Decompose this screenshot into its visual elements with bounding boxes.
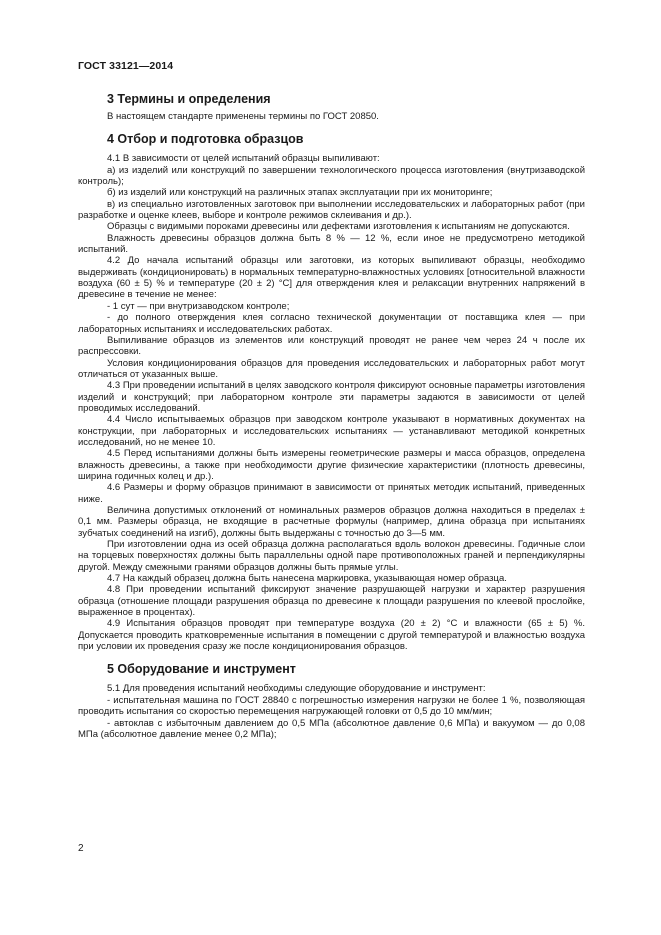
paragraph: - автоклав с избыточным давлением до 0,5 МПа (абсолютное давление 0,6 МПа) и вакуумом — до 0,08 МПа (абсолютное давление менее 0,2 МПа); xyxy=(78,717,585,740)
paragraph: 4.4 Число испытываемых образцов при заводском контроле указывают в нормативных документах на конструкции, при лабораторных и исследовательских испытаниях — устанавливают методикой конкретных исследований, но не менее 10. xyxy=(78,414,585,448)
paragraph: 4.5 Перед испытаниями должны быть измерены геометрические размеры и масса образцов, определена влажность древесины, а также при необходимости другие физические характеристики (плотность древесины, ширина годичных колец и др.). xyxy=(78,448,585,482)
document-header: ГОСТ 33121—2014 xyxy=(78,60,174,72)
paragraph: 4.3 При проведении испытаний в целях заводского контроля фиксируют основные параметры изготовления изделий и конструкций; при лабораторном контроле эти параметры задаются в зависимости от целей проводимых исследований. xyxy=(78,380,585,414)
paragraph: 5.1 Для проведения испытаний необходимы следующие оборудование и инструмент: xyxy=(107,683,486,695)
section-title-sampling: 4 Отбор и подготовка образцов xyxy=(107,132,304,147)
paragraph: 4.7 На каждый образец должна быть нанесена маркировка, указывающая номер образца. xyxy=(107,573,507,585)
paragraph: в) из специально изготовленных заготовок при выполнении исследовательских и лабораторных работ (при разработке и оценке клеев, выборе и контроле режимов склеивания и др.). xyxy=(78,198,585,222)
paragraph: Величина допустимых отклонений от номинальных размеров образцов должна находиться в пределах ± 0,1 мм. Размеры образца, не входящие в расчетные формулы (например, длина образца при испытаниях зубчатых соединений на изгиб), должны быть выдержаны с точностью до 3—5 мм. xyxy=(78,505,585,539)
paragraph: 4.2 До начала испытаний образцы или заготовки, из которых выпиливают образцы, необходимо выдерживать (кондиционировать) в нормальных температурно-влажностных условиях [относительной влажности воздуха (60 ± 5) % и температуре (20 ± 2) °С] для отверждения клея и релаксации внутренних напряжений в древесине в течение не менее: xyxy=(78,255,585,301)
paragraph: Влажность древесины образцов должна быть 8 % — 12 %, если иное не предусмотрено методикой испытаний. xyxy=(78,232,585,256)
paragraph: 4.1 В зависимости от целей испытаний образцы выпиливают: xyxy=(107,153,380,165)
paragraph: Выпиливание образцов из элементов или конструкций проводят не ранее чем через 24 ч после их распрессовки. xyxy=(78,334,585,358)
paragraph: 4.8 При проведении испытаний фиксируют значение разрушающей нагрузки и характер разрушения образца (отношение площади разрушения образца по древесине к площади разрушения по клеевой прослойке, выраженное в процентах). xyxy=(78,584,585,619)
paragraph: При изготовлении одна из осей образца должна располагаться вдоль волокон древесины. Годичные слои на торцевых поверхностях должны быть параллельны одной паре противоположных граней и перпендикулярны другой. Между смежными гранями образцов должны быть прямые углы. xyxy=(78,539,585,573)
paragraph: Образцы с видимыми пороками древесины или дефектами изготовления к испытаниям не допускаются. xyxy=(107,221,570,233)
paragraph: В настоящем стандарте применены термины по ГОСТ 20850. xyxy=(107,111,379,122)
paragraph: Условия кондиционирования образцов для проведения исследовательских и лабораторных работ могут отличаться от указанных выше. xyxy=(78,357,585,380)
paragraph: 4.9 Испытания образцов проводят при температуре воздуха (20 ± 2) °С и влажности (65 ± 5) %. Допускается проводить кратковременные испытания в помещении с другой температурой и влажностью воздуха при условии их проведения сразу же после кондиционирования образцов. xyxy=(78,618,585,653)
paragraph: - до полного отверждения клея согласно технической документации от поставщика клея — при лабораторных испытаниях и исследовательских работах. xyxy=(78,312,585,335)
paragraph: б) из изделий или конструкций на различных этапах эксплуатации при их мониторинге; xyxy=(107,187,493,199)
section-title-equipment: 5 Оборудование и инструмент xyxy=(107,662,296,677)
paragraph: а) из изделий или конструкций по завершении технологического процесса изготовления (внутризаводской контроль); xyxy=(78,164,585,188)
paragraph: - испытательная машина по ГОСТ 28840 с погрешностью измерения нагрузки не более 1 %, позволяющая проводить испытания со скоростью перемещения нагружающей головки от 0,5 до 10 мм/мин; xyxy=(78,694,585,718)
paragraph: 4.6 Размеры и форму образцов принимают в зависимости от принятых методик испытаний, приведенных ниже. xyxy=(78,482,585,505)
section-title-terms: 3 Термины и определения xyxy=(107,92,271,106)
paragraph: - 1 сут — при внутризаводском контроле; xyxy=(107,300,290,312)
document-body xyxy=(78,90,585,740)
page-number: 2 xyxy=(78,843,84,854)
